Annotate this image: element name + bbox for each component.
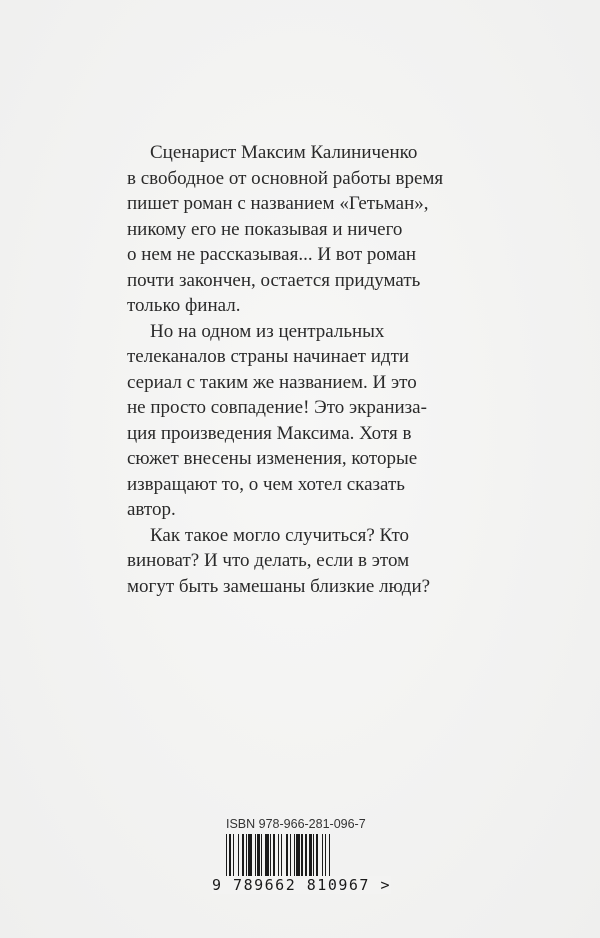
blurb-line: почти закончен, остается придумать [127, 269, 421, 291]
barcode-bar [301, 834, 302, 878]
barcode-bar [305, 834, 306, 878]
barcode-digits: 9 789662 810967 > [212, 876, 392, 894]
blurb-line: сериал с таким же названием. И это [127, 371, 417, 393]
blurb-line: Но на одном из центральных [150, 320, 385, 342]
barcode-bar [286, 834, 289, 878]
blurb-line: виноват? И что делать, если в этом [127, 550, 410, 571]
barcode-bar [248, 834, 252, 878]
barcode-bar [278, 834, 279, 878]
isbn-label: ISBN 978-966-281-096-7 [226, 817, 366, 831]
barcode-bar [296, 834, 300, 878]
barcode-bar [265, 834, 269, 878]
blurb-line: извращают то, о чем хотел сказать [127, 473, 405, 495]
barcode-bar [309, 834, 312, 878]
blurb-line: Как такое могло случиться? Кто [150, 524, 410, 546]
blurb-line: телеканалов страны начинает идти [127, 346, 410, 367]
barcode-bar [316, 834, 319, 878]
blurb-line: только финал. [127, 295, 241, 316]
barcode-bar [257, 834, 260, 878]
barcode-bar [294, 834, 295, 878]
blurb-line: сюжет внесены изменения, которые [127, 448, 418, 469]
barcode-bar [255, 834, 256, 878]
barcode-bar [246, 834, 247, 878]
barcode-bar [322, 834, 323, 878]
barcode-bar [273, 834, 276, 878]
barcode-bar [238, 834, 239, 878]
barcode-bar [290, 834, 291, 878]
blurb-text [127, 140, 527, 599]
barcode-bar [261, 834, 262, 878]
barcode-bar [233, 834, 234, 878]
barcode-bar [270, 834, 271, 878]
barcode-bar [242, 834, 245, 878]
blurb-line: пишет роман с названием «Гетьман», [127, 193, 429, 214]
blurb-line: автор. [127, 499, 176, 520]
barcode-bar [313, 834, 314, 878]
blurb-line: могут быть замешаны близкие люди? [127, 575, 431, 597]
blurb-line: о нем не рассказывая... И вот роман [127, 244, 417, 265]
blurb-line: Сценарист Максим Калиниченко [150, 142, 418, 163]
blurb-line: никому его не показывая и ничего [127, 218, 403, 240]
blurb-line: ция произведения Максима. Хотя в [127, 422, 412, 444]
blurb-line: в свободное от основной работы время [127, 167, 444, 189]
blurb-line: не просто совпадение! Это экраниза- [127, 397, 427, 418]
